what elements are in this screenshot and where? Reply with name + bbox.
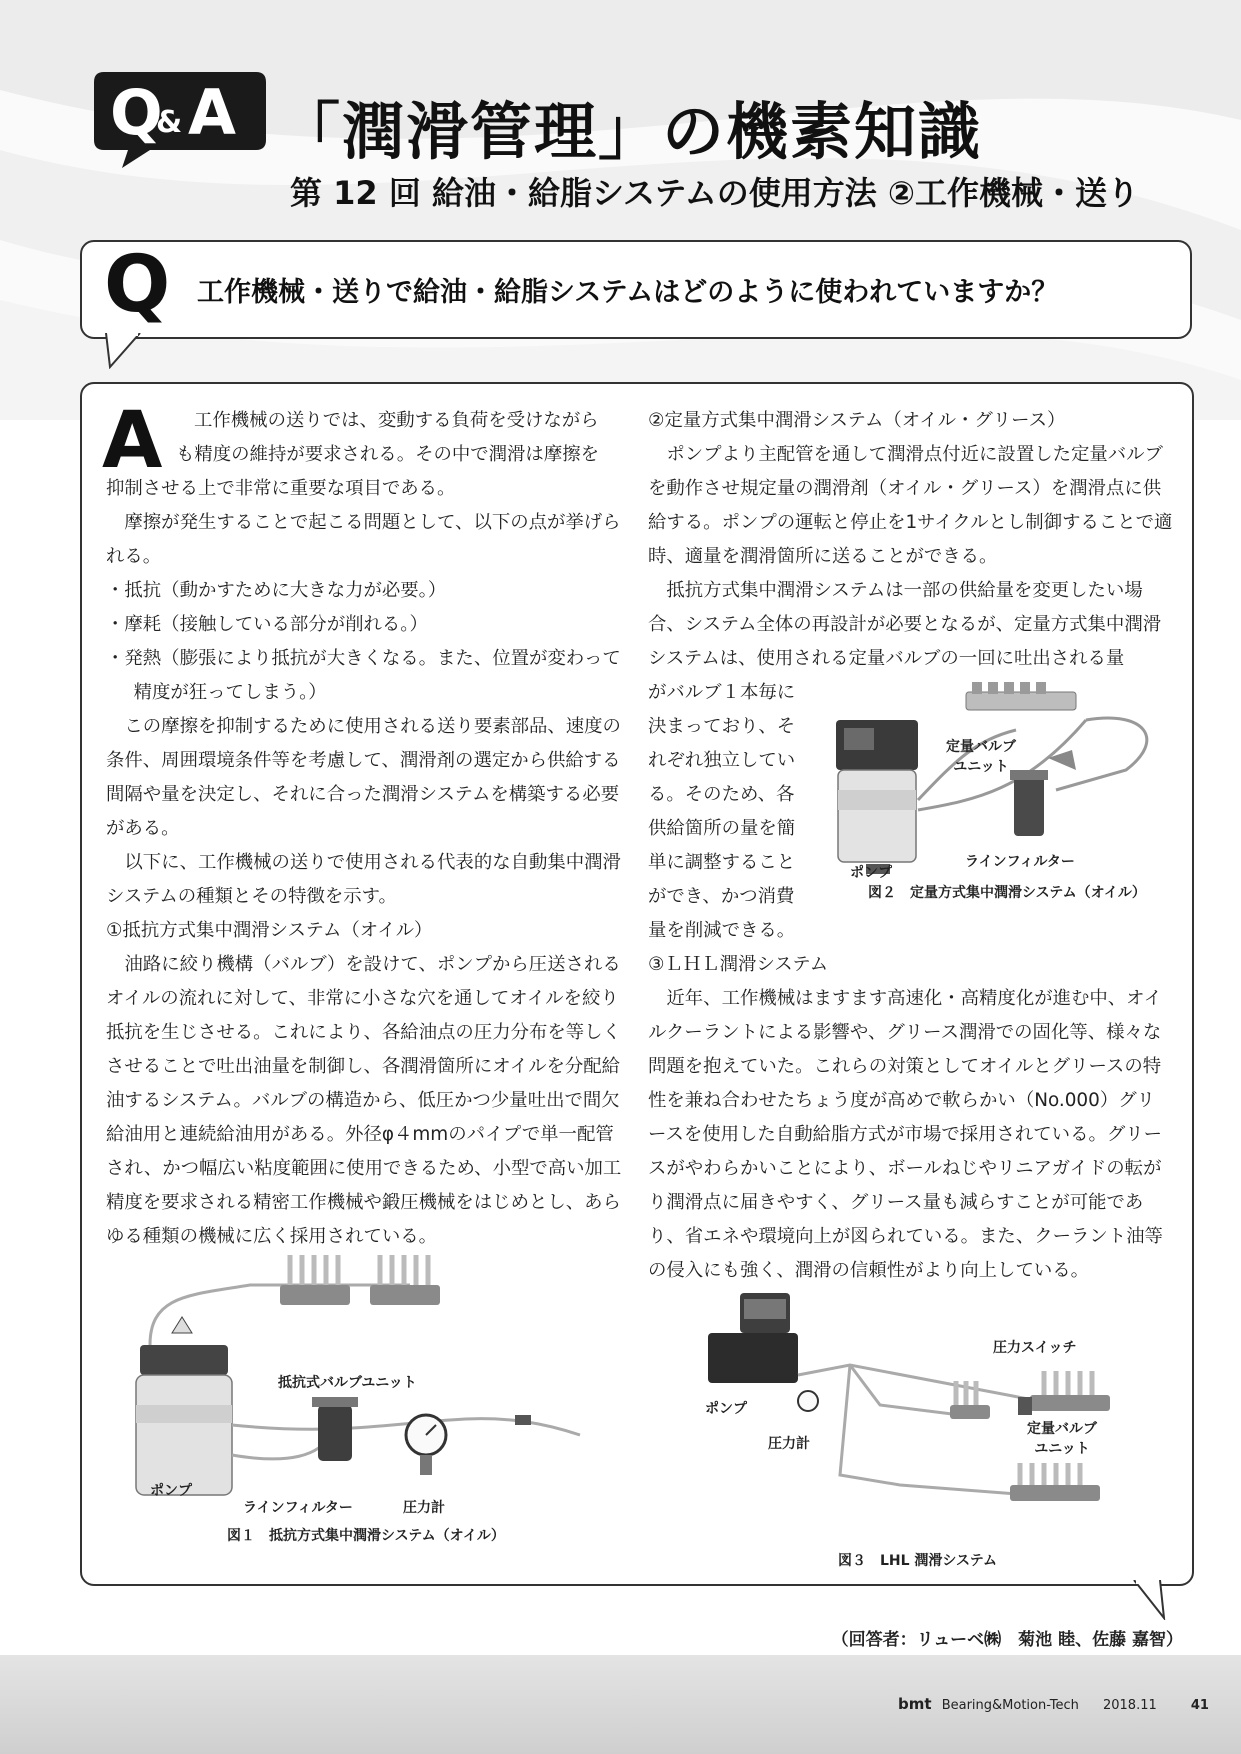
answer-p5: 油路に絞り機構（バルブ）を設けて、ポンプから圧送されるオイルの流れに対して、非常に小さな穴を通してオイルを絞り抵抗を生じさせる。これにより、各給油点の圧力分布を等しくさせることで吐出油量を制御し、各潤滑箇所にオイルを分配給油するシステム。バルブの構造から、低圧かつ少量吐出で間欠給油用と連続給油用がある。外径φ４mmのパイプで単一配管され、かつ幅広い粘度範囲に使用できるため、小型で高い加工精度を要求される精密工作機械や鍛圧機械をはじめとし、あらゆる種類の機械に広く採用されている。 [106, 954, 622, 1247]
answer-p6: ポンプより主配管を通して潤滑点付近に設置した定量バルブを動作させ規定量の潤滑剤（オイル・グリース）を潤滑点に供給する。ポンプの運転と停止を1サイクルとし制御することで適時、適量を潤滑箇所に送ることができる。 [648, 444, 1173, 567]
answer-p7-line: 決まっており、そ [648, 716, 796, 737]
question-box [80, 240, 1192, 339]
answer-p4: 以下に、工作機械の送りで使用される代表的な自動集中潤滑システムの種類とその特徴を示す。 [106, 852, 621, 907]
answer-p1c: 抑制させる上で非常に重要な項目である。 [106, 478, 456, 499]
answer-p7-line: がバルブ１本毎に [648, 682, 796, 703]
question-text: 工作機械・送りで給油・給脂システムはどのように使われていますか？ [197, 277, 1059, 308]
answer-p7-line: 量を削減できる。 [648, 920, 796, 941]
fig3-label-gauge: 圧力計 [768, 1436, 810, 1452]
answer-p3: この摩擦を抑制するために使用される送り要素部品、速度の条件、周囲環境条件等を考慮して、潤滑剤の選定から供給する間隔や量を決定し、それに合った潤滑システムを構築する必要がある。 [106, 716, 621, 839]
qa-logo [90, 62, 270, 172]
fig2-label-valve: 定量バルブ ユニット [946, 739, 1016, 775]
answer-p2: 摩擦が発生することで起こる問題として、以下の点が挙げられる。 [106, 512, 621, 567]
answer-p1a: 工作機械の送りでは、変動する負荷を受けながら [194, 410, 599, 431]
figure-3-illustration [700, 1285, 1130, 1545]
answer-p1b: も精度の維持が要求される。その中で潤滑は摩擦を [176, 444, 599, 465]
answer-p7-line: 供給箇所の量を簡 [648, 818, 796, 839]
figure-3-caption: 図３ LHL 潤滑システム [838, 1553, 998, 1569]
answer-p7-line: ができ、かつ消費 [648, 886, 795, 907]
question-letter: Q [104, 240, 171, 330]
fig1-label-filter: ラインフィルター [243, 1500, 353, 1516]
fig1-label-pump: ポンプ [150, 1483, 192, 1499]
logo-a: A [188, 76, 236, 149]
answer-p7-line: れぞれ独立してい [648, 750, 796, 771]
page-number: 41 [1190, 1698, 1209, 1713]
fig1-label-gauge: 圧力計 [403, 1500, 445, 1516]
heading-volumetric-system: ②定量方式集中潤滑システム（オイル・グリース） [648, 410, 1066, 431]
fig2-label-pump: ポンプ [850, 865, 892, 881]
answer-p8: 近年、工作機械はますます高速化・高精度化が進む中、オイルクーラントによる影響や、グリース潤滑での固化等、様々な問題を抱えていた。これらの対策としてオイルとグリースの特性を兼ね合わせたちょう度が高めで軟らかい（No.000）グリースを使用した自動給脂方式が市場で採用されている。グリースがやわらかいことにより、ボールねじやリニアガイドの転がり潤滑点に届きやすく、グリース量も減らすことが可能であり、省エネや環境向上が図られている。また、クーラント油等の侵入にも強く、潤滑の信頼性がより向上している。 [648, 988, 1163, 1281]
fig3-label-valve: 定量バルブ ユニット [1027, 1421, 1097, 1457]
footer-magazine: Bearing&Motion-Tech [941, 1698, 1079, 1713]
question-bubble-tail [104, 333, 144, 369]
answer-p7: 抵抗方式集中潤滑システムは一部の供給量を変更したい場合、システム全体の再設計が必要となるが、定量方式集中潤滑システムは、使用される定量バルブの一回に吐出される量 [648, 580, 1162, 669]
answer-p7-line: 単に調整すること [648, 852, 796, 873]
answer-bullet-1: ・抵抗（動かすために大きな力が必要。） [106, 580, 447, 601]
answer-bullet-3: ・発熱（膨張により抵抗が大きくなる。また、位置が変わって精度が狂ってしまう。） [106, 648, 621, 703]
footer [898, 1695, 1209, 1713]
logo-q: Q [110, 76, 163, 149]
footer-brand: bmt [898, 1695, 932, 1713]
figure-2-illustration [826, 680, 1178, 880]
footer-date: 2018.11 [1102, 1698, 1157, 1713]
answerer-credit: （回答者：リューベ㈱ 菊池 睦、佐藤 嘉智） [831, 1630, 1183, 1650]
answer-p7-narrow [648, 676, 808, 948]
fig2-label-filter: ラインフィルター [965, 854, 1075, 870]
fig3-label-switch: 圧力スイッチ [993, 1340, 1077, 1356]
answer-left-column [106, 404, 626, 1254]
page-title: 「潤滑管理」の機素知識 [278, 95, 983, 168]
heading-resistance-system: ①抵抗方式集中潤滑システム（オイル） [106, 920, 433, 941]
fig1-label-valve: 抵抗式バルブユニット [278, 1375, 417, 1391]
answer-p7-line: る。そのため、各 [648, 784, 795, 805]
heading-lhl-system: ③ＬＨＬ潤滑システム [648, 954, 829, 975]
answer-bubble-tail [1130, 1580, 1170, 1620]
page-subtitle: 第 12 回 給油・給脂システムの使用方法 ②工作機械・送り [290, 174, 1139, 212]
answer-bullet-2: ・摩耗（接触している部分が削れる。） [106, 614, 428, 635]
answer-letter: A [102, 396, 163, 486]
figure-2-caption: 図２ 定量方式集中潤滑システム（オイル） [868, 885, 1146, 901]
figure-1-caption: 図１ 抵抗方式集中潤滑システム（オイル） [227, 1528, 505, 1544]
logo-amp: & [156, 105, 183, 140]
fig3-label-pump: ポンプ [705, 1401, 747, 1417]
